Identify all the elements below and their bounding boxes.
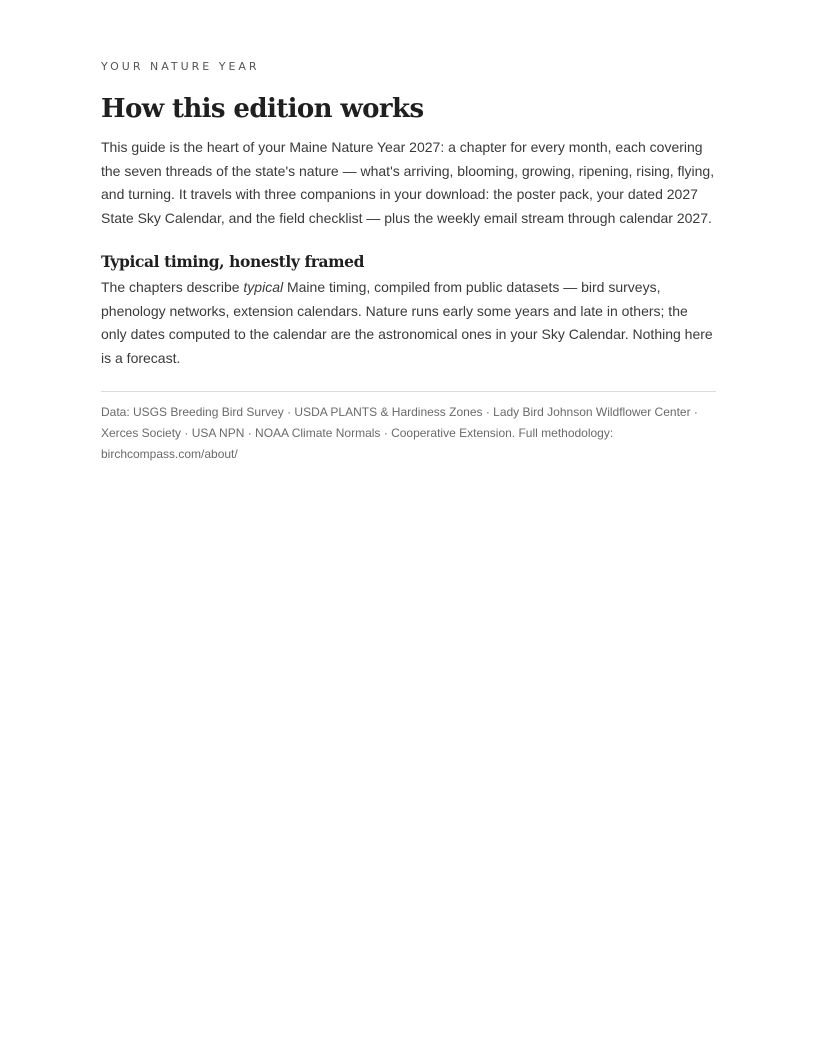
timing-paragraph xyxy=(101,276,716,371)
timing-text-after: Maine timing, compiled from public datasets — bird surveys, phenology networks, extension calendars. Nature runs early some years and late in others; the only dates computed to the calendar are the astronomical ones in your Sky Calendar. Nothing here is a forecast. xyxy=(101,278,713,366)
timing-heading: Typical timing, honestly framed xyxy=(101,251,365,271)
data-sources-note: Data: USGS Breeding Bird Survey · USDA PLANTS & Hardiness Zones · Lady Bird Johnson Wildflower Center · Xerces Society · USA NPN · NOAA Climate Normals · Cooperative Extension. Full methodology: birchcompass.com/about/ xyxy=(101,404,698,461)
document-page xyxy=(101,58,716,465)
intro-paragraph: This guide is the heart of your Maine Nature Year 2027: a chapter for every month, each covering the seven threads of the state's nature — what's arriving, blooming, growing, ripening, rising, flying, and turning. It travels with three companions in your download: the poster pack, your dated 2027 State Sky Calendar, and the field checklist — plus the weekly email stream through calendar 2027. xyxy=(101,139,715,227)
footer-divider xyxy=(101,391,716,392)
section-eyebrow: YOUR NATURE YEAR xyxy=(101,60,260,73)
page-title: How this edition works xyxy=(101,94,424,124)
timing-text-emphasis: typical xyxy=(243,278,284,295)
timing-text-before: The chapters describe xyxy=(101,278,244,295)
